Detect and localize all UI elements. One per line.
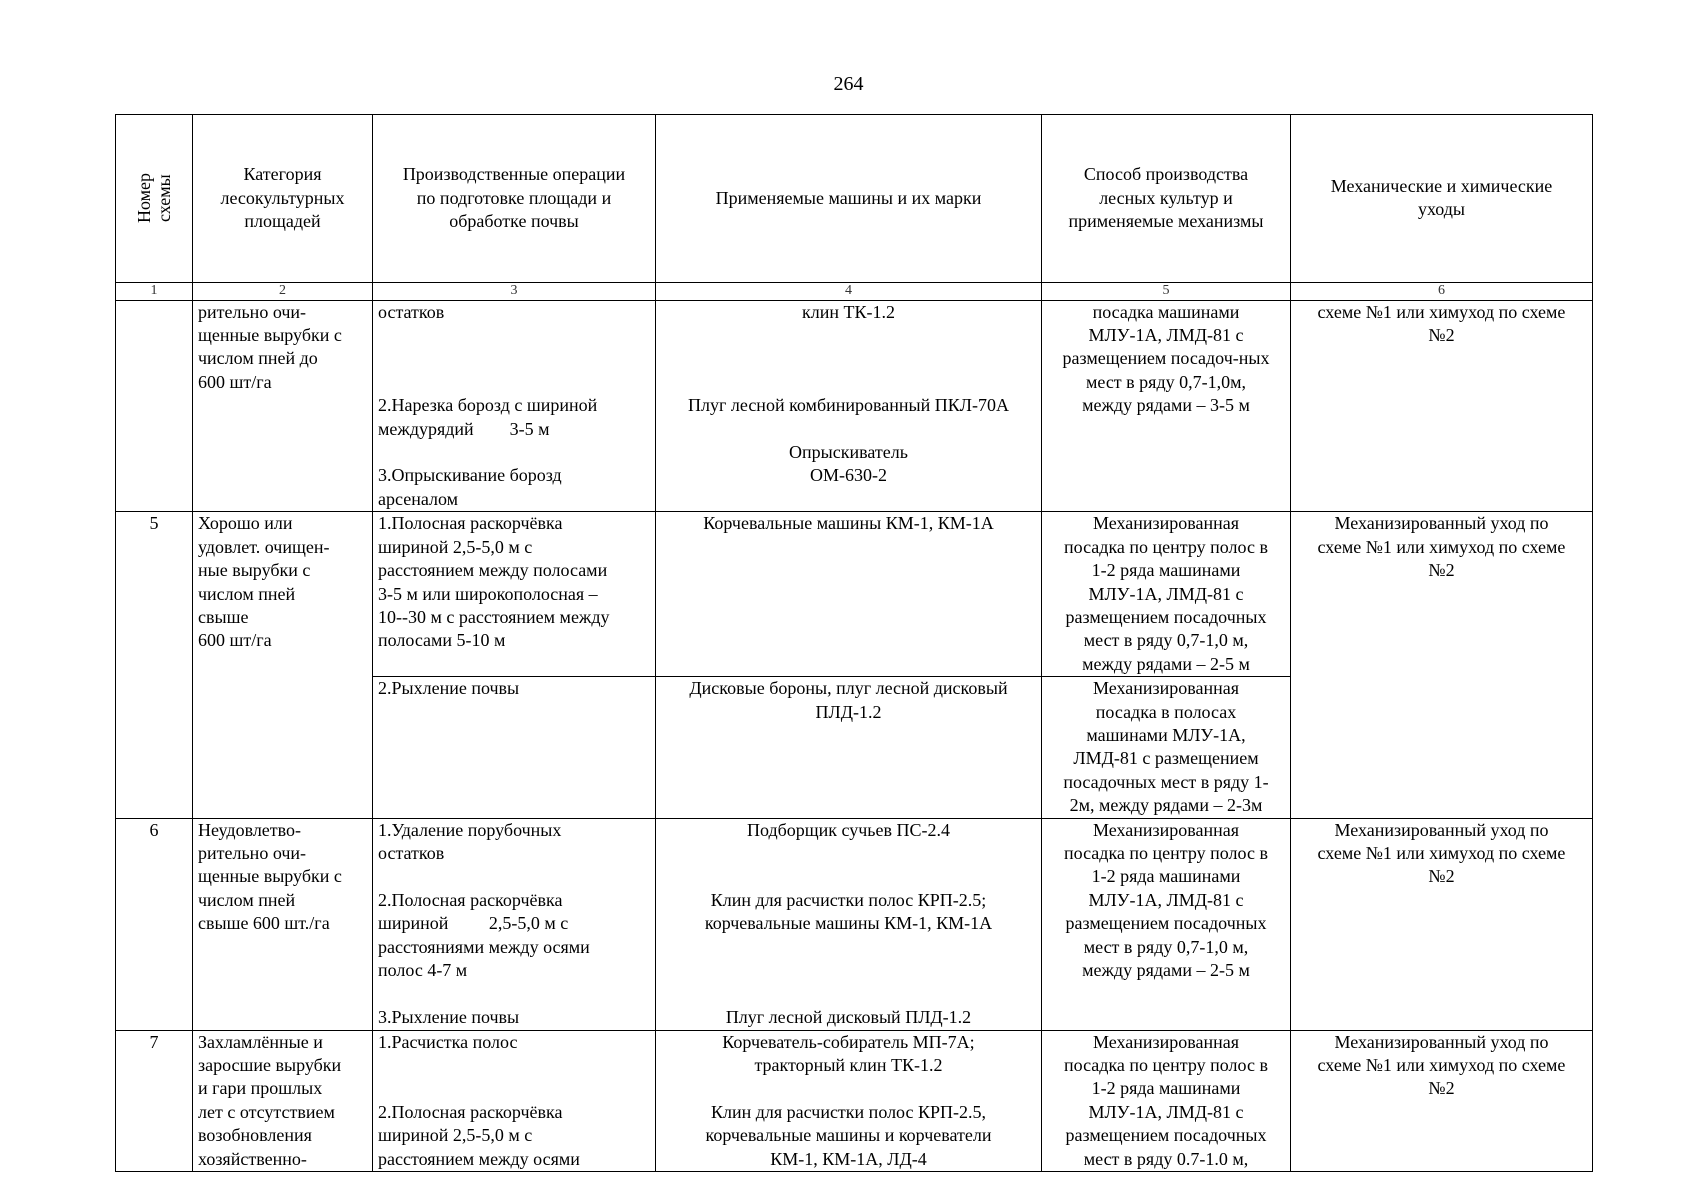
page-number: 264 — [833, 73, 864, 95]
column-number: 2 — [193, 282, 373, 300]
column-number: 6 — [1291, 282, 1593, 300]
cell-machines: Корчевальные машины КМ-1, КМ-1А — [656, 512, 1042, 677]
cell-category: рительно очи- щенные вырубки с числом пней до 600 шт/га — [193, 300, 373, 512]
header-care: Механические и химические уходы — [1291, 115, 1593, 283]
table-row — [116, 1030, 1593, 1171]
header-scheme-number-label: Номер схемы — [134, 173, 174, 224]
cell-machines: Дисковые бороны, плуг лесной дисковый ПЛД-1.2 — [656, 677, 1042, 818]
column-number: 3 — [373, 282, 656, 300]
header-scheme-number — [116, 115, 193, 283]
cell-method: Механизированная посадка в полосах машинами МЛУ-1А, ЛМД-81 с размещением посадочных мест в ряду 1- 2м, между рядами – 2-3м — [1042, 677, 1291, 818]
cell-operations: остатков 2.Нарезка борозд с шириной междурядий 3-5 м 3.Опрыскивание борозд арсеналом — [373, 300, 656, 512]
forest-culture-table — [115, 114, 1593, 1172]
table-header-row — [116, 115, 1593, 283]
cell-machines: клин ТК-1.2 Плуг лесной комбинированный ПКЛ-70А Опрыскиватель ОМ-630-2 — [656, 300, 1042, 512]
cell-care: схеме №1 или химуход по схеме №2 — [1291, 300, 1593, 512]
cell-scheme-number: 5 — [116, 512, 193, 818]
table-row — [116, 300, 1593, 512]
cell-scheme-number: 7 — [116, 1030, 193, 1171]
cell-operations: 2.Рыхление почвы — [373, 677, 656, 818]
cell-category: Неудовлетво- рительно очи- щенные вырубки с числом пней свыше 600 шт./га — [193, 818, 373, 1030]
column-number-row — [116, 282, 1593, 300]
column-number: 1 — [116, 282, 193, 300]
header-operations: Производственные операции по подготовке площади и обработке почвы — [373, 115, 656, 283]
cell-category: Захламлённые и заросшие вырубки и гари прошлых лет с отсутствием возобновления хозяйственно- — [193, 1030, 373, 1171]
cell-machines: Корчеватель-собиратель МП-7А; тракторный клин ТК-1.2 Клин для расчистки полос КРП-2.5, корчевальные машины и корчеватели КМ-1, КМ-1А, ЛД-4 — [656, 1030, 1042, 1171]
cell-scheme-number: 6 — [116, 818, 193, 1030]
table-row — [116, 512, 1593, 677]
cell-care: Механизированный уход по схеме №1 или химуход по схеме №2 — [1291, 818, 1593, 1030]
cell-operations: 1.Полосная раскорчёвка шириной 2,5-5,0 м с расстоянием между полосами 3-5 м или широкополосная – 10--30 м с расстоянием между полосами 5-10 м — [373, 512, 656, 677]
cell-operations: 1.Расчистка полос 2.Полосная раскорчёвка шириной 2,5-5,0 м с расстоянием между осями — [373, 1030, 656, 1171]
cell-care: Механизированный уход по схеме №1 или химуход по схеме №2 — [1291, 512, 1593, 818]
cell-method: Механизированная посадка по центру полос в 1-2 ряда машинами МЛУ-1А, ЛМД-81 с размещением посадочных мест в ряду 0,7-1,0 м, между рядами – 2-5 м — [1042, 512, 1291, 677]
cell-care: Механизированный уход по схеме №1 или химуход по схеме №2 — [1291, 1030, 1593, 1171]
header-method: Способ производства лесных культур и применяемые механизмы — [1042, 115, 1291, 283]
cell-method: Механизированная посадка по центру полос в 1-2 ряда машинами МЛУ-1А, ЛМД-81 с размещением посадочных мест в ряду 0.7-1.0 м, — [1042, 1030, 1291, 1171]
cell-machines: Подборщик сучьев ПС-2.4 Клин для расчистки полос КРП-2.5; корчевальные машины КМ-1, КМ-1А Плуг лесной дисковый ПЛД-1.2 — [656, 818, 1042, 1030]
cell-category: Хорошо или удовлет. очищен- ные вырубки с числом пней свыше 600 шт/га — [193, 512, 373, 818]
cell-method: посадка машинами МЛУ-1А, ЛМД-81 с размещением посадоч-ных мест в ряду 0,7-1,0м, между рядами – 3-5 м — [1042, 300, 1291, 512]
header-category: Категория лесокультурных площадей — [193, 115, 373, 283]
cell-operations: 1.Удаление порубочных остатков 2.Полосная раскорчёвка шириной 2,5-5,0 м с расстояниями между осями полос 4-7 м 3.Рыхление почвы — [373, 818, 656, 1030]
column-number: 5 — [1042, 282, 1291, 300]
column-number: 4 — [656, 282, 1042, 300]
table-row — [116, 818, 1593, 1030]
cell-method: Механизированная посадка по центру полос в 1-2 ряда машинами МЛУ-1А, ЛМД-81 с размещением посадочных мест в ряду 0,7-1,0 м, между рядами – 2-5 м — [1042, 818, 1291, 1030]
header-machines: Применяемые машины и их марки — [656, 115, 1042, 283]
cell-scheme-number — [116, 300, 193, 512]
